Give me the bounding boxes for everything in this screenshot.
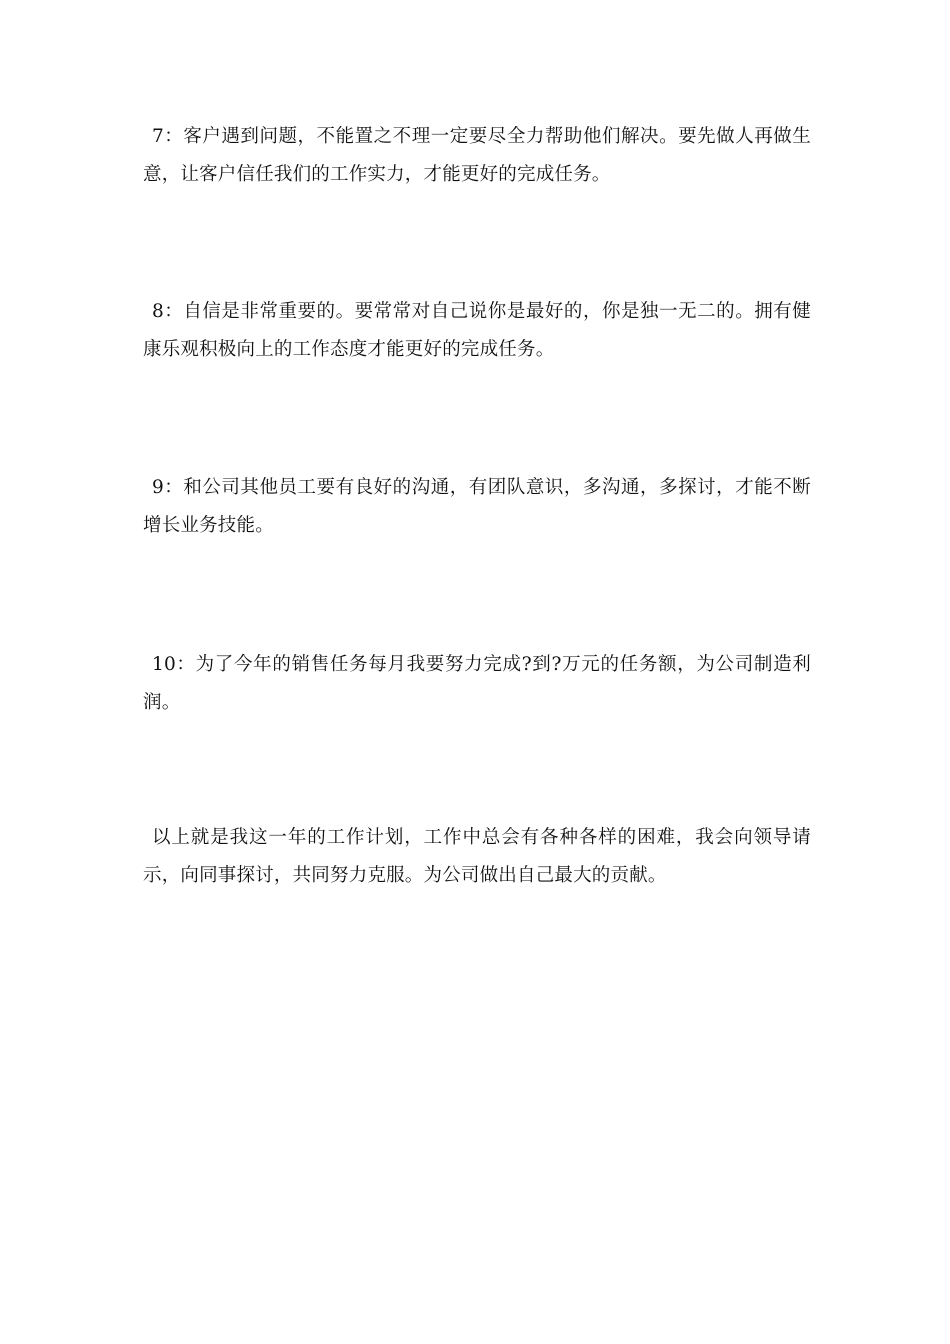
paragraph-item-10: 10：为了今年的销售任务每月我要努力完成?到?万元的任务额，为公司制造利润。 bbox=[143, 654, 811, 713]
paragraph-item-7: 7：客户遇到问题，不能置之不理一定要尽全力帮助他们解决。要先做人再做生意，让客户信任我们的工作实力，才能更好的完成任务。 bbox=[143, 126, 811, 185]
paragraph-item-8: 8：自信是非常重要的。要常常对自己说你是最好的，你是独一无二的。拥有健康乐观积极向上的工作态度才能更好的完成任务。 bbox=[143, 301, 811, 360]
paragraph-conclusion: 以上就是我这一年的工作计划，工作中总会有各种各样的困难，我会向领导请示，向同事探讨，共同努力克服。为公司做出自己最大的贡献。 bbox=[143, 827, 811, 886]
paragraph-item-9: 9：和公司其他员工要有良好的沟通，有团队意识，多沟通，多探讨，才能不断增长业务技能。 bbox=[143, 477, 811, 536]
